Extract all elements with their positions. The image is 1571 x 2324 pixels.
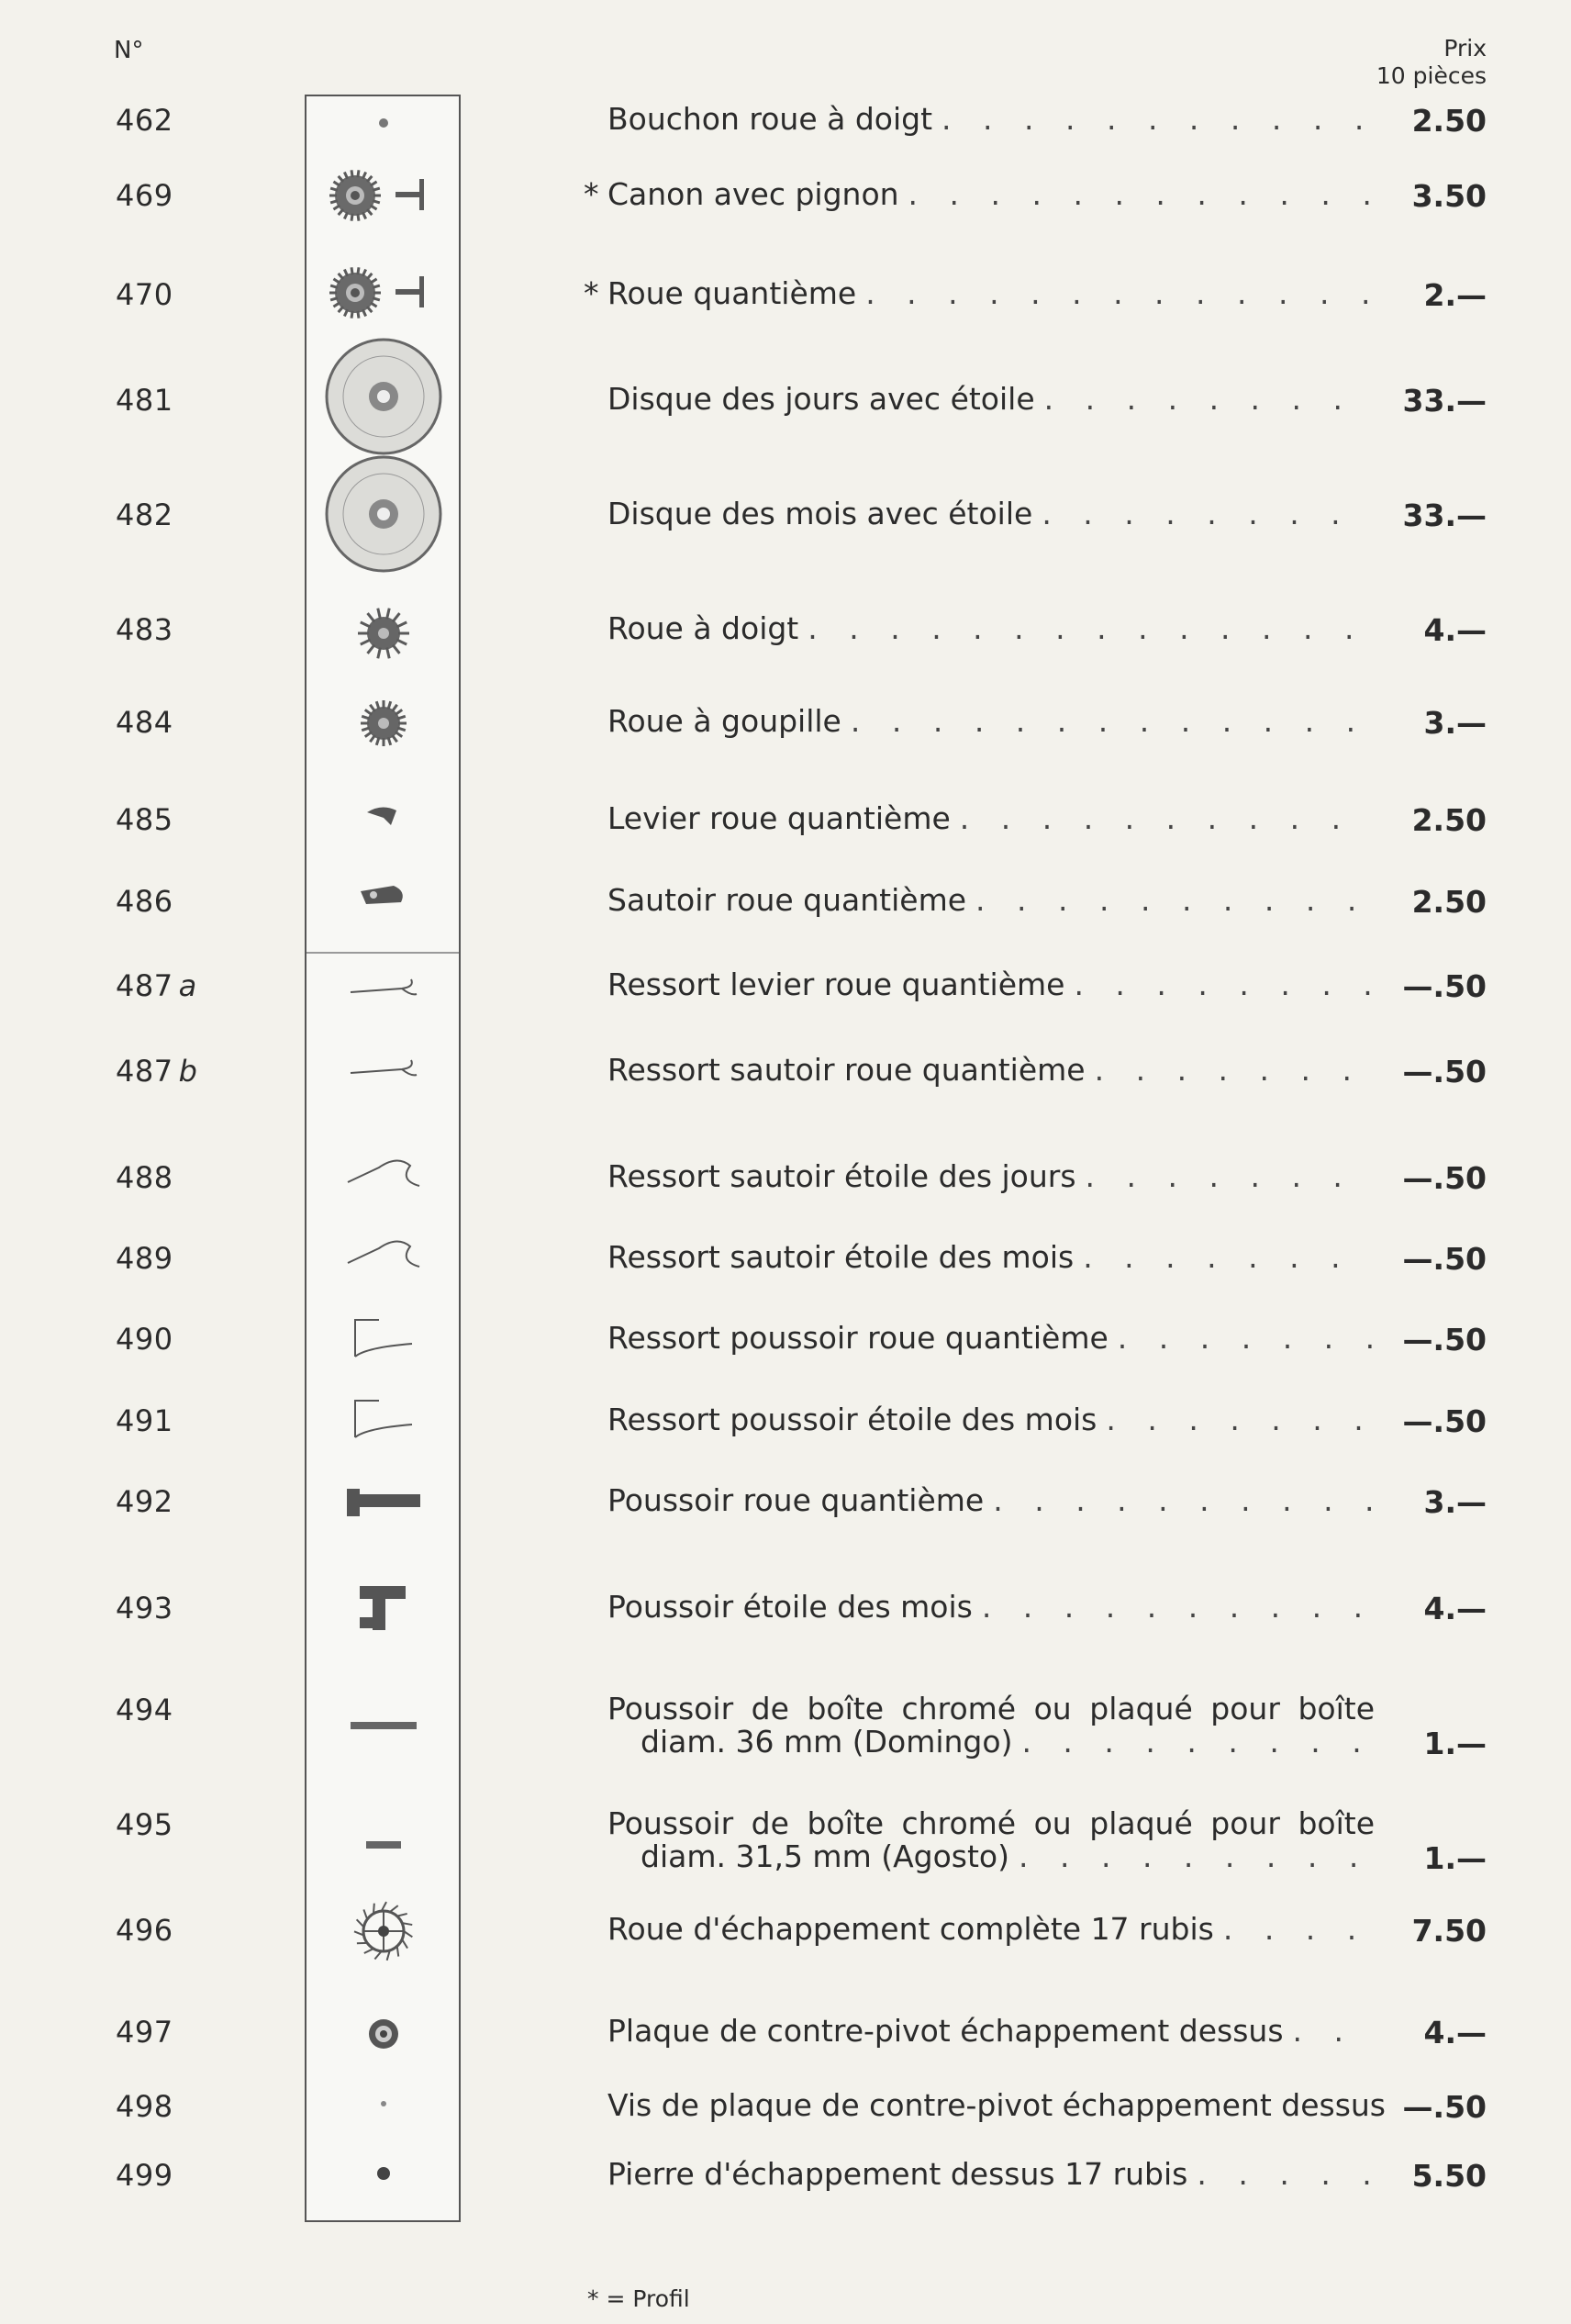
part-description: Roue à doigt . . . [607,612,1375,645]
part-number: 488 [116,1160,173,1195]
rod-short-part-image [361,1838,407,1856]
lever-part-image [363,803,404,834]
part-description: Poussoir de boîte chromé ou plaqué pour boîte diam. 36 mm (Domingo) . . . [607,1693,1375,1759]
dot-part-image [373,2162,395,2188]
spring-long-part-image [342,1230,425,1289]
part-number: 470 [116,277,173,312]
part-price: —.50 [1402,1054,1487,1089]
part-price: 2.50 [1411,884,1487,920]
part-number: 486 [116,884,173,919]
spring-hook-part-image [342,1311,425,1369]
spring-hook-part-image [342,1391,425,1450]
month-disc-part-image [319,450,448,582]
part-price: 33.— [1402,383,1487,419]
part-description: Poussoir de boîte chromé ou plaqué pour boîte diam. 31,5 mm (Agosto) . . . [607,1807,1375,1873]
part-price: —.50 [1402,1241,1487,1277]
tiny-part-image [376,2096,391,2115]
header-price-label [1376,35,1487,90]
ring-part-image [365,2016,402,2056]
price-label-line1: Prix [1443,35,1487,61]
part-price: 1.— [1423,1726,1487,1761]
part-number: 492 [116,1484,173,1519]
day-disc-part-image [319,332,448,464]
part-price: —.50 [1402,1160,1487,1196]
part-description: Roue d'échappement complète 17 rubis . . . [607,1913,1375,1946]
part-price: 2.— [1423,277,1487,313]
part-description: Ressort sautoir roue quantième . . . [607,1054,1375,1087]
part-number: 487 b [116,1054,198,1089]
part-description: Ressort poussoir étoile des mois . . . [607,1403,1375,1436]
part-description: Poussoir roue quantième . . . [607,1484,1375,1517]
part-price: 4.— [1423,1591,1487,1626]
part-price: 1.— [1423,1840,1487,1876]
spring-long-part-image [342,1149,425,1208]
part-price: 3.— [1423,705,1487,741]
part-number: 491 [116,1403,173,1438]
part-price: 2.50 [1411,802,1487,838]
part-number: 499 [116,2158,173,2193]
part-number: 496 [116,1913,173,1948]
part-description: Roue à goupille . . . [607,705,1375,738]
part-number: 490 [116,1322,173,1357]
part-description: Sautoir roue quantième . . . [607,884,1375,917]
part-description: Ressort poussoir roue quantième . . . [607,1322,1375,1355]
part-price: 3.50 [1411,178,1487,214]
profile-mark: * [584,275,599,311]
part-price: —.50 [1402,968,1487,1004]
part-price: 4.— [1423,2015,1487,2050]
part-number: 493 [116,1591,173,1626]
part-description: Disque des mois avec étoile . . . [607,497,1375,531]
part-price: 4.— [1423,612,1487,648]
gear-part-image [356,696,411,754]
part-number: 487 a [116,968,197,1003]
spring-part-image [347,974,420,1005]
part-number: 484 [116,705,173,740]
part-description: Ressort sautoir étoile des mois . . . [607,1241,1375,1274]
part-description: Disque des jours avec étoile . . . [607,383,1375,416]
part-price: 7.50 [1411,1913,1487,1949]
pusher-t-part-image [347,1581,420,1639]
part-price: 5.50 [1411,2158,1487,2194]
part-number: 483 [116,612,173,647]
part-description: Pierre d'échappement dessus 17 rubis . . . [607,2158,1375,2191]
header-number-label: N° [114,37,144,64]
part-description: * Canon avec pignon . . . [607,178,1375,211]
spring-part-image [347,1055,420,1086]
part-number: 462 [116,103,173,138]
part-description: Ressort levier roue quantième . . . [607,968,1375,1001]
part-number: 494 [116,1693,173,1727]
profile-mark: * [584,176,599,212]
part-number: 482 [116,497,173,532]
rod-long-part-image [347,1718,420,1737]
part-price: —.50 [1402,1403,1487,1439]
part-description: Levier roue quantième . . . [607,802,1375,835]
part-price: —.50 [1402,2089,1487,2125]
part-description: Vis de plaque de contre-pivot échappement dessus . . . [607,2089,1375,2122]
part-price: —.50 [1402,1322,1487,1358]
part-price: 2.50 [1411,103,1487,139]
part-number: 489 [116,1241,173,1276]
star-gear-part-image [356,606,411,665]
part-number: 485 [116,802,173,837]
part-description: Bouchon roue à doigt . . . [607,103,1375,136]
dot-small-part-image [374,114,393,136]
part-price: 33.— [1402,497,1487,533]
part-number: 495 [116,1807,173,1842]
footnote: * = Profil [587,2285,690,2312]
pusher-part-image [338,1485,429,1525]
jumper-part-image [357,880,410,915]
escape-wheel-part-image [351,1899,416,1967]
gear-with-pin-part-image [324,262,443,330]
part-number: 469 [116,178,173,213]
part-price: 3.— [1423,1484,1487,1520]
part-number: 497 [116,2015,173,2050]
part-number: 481 [116,383,173,418]
part-description: Plaque de contre-pivot échappement dessus . . . [607,2015,1375,2048]
gear-with-pin-part-image [324,164,443,232]
part-number: 498 [116,2089,173,2124]
part-description: Ressort sautoir étoile des jours . . . [607,1160,1375,1193]
part-description: Poussoir étoile des mois . . . [607,1591,1375,1624]
part-description: * Roue quantième . . . [607,277,1375,310]
price-label-line2: 10 pièces [1376,62,1487,89]
